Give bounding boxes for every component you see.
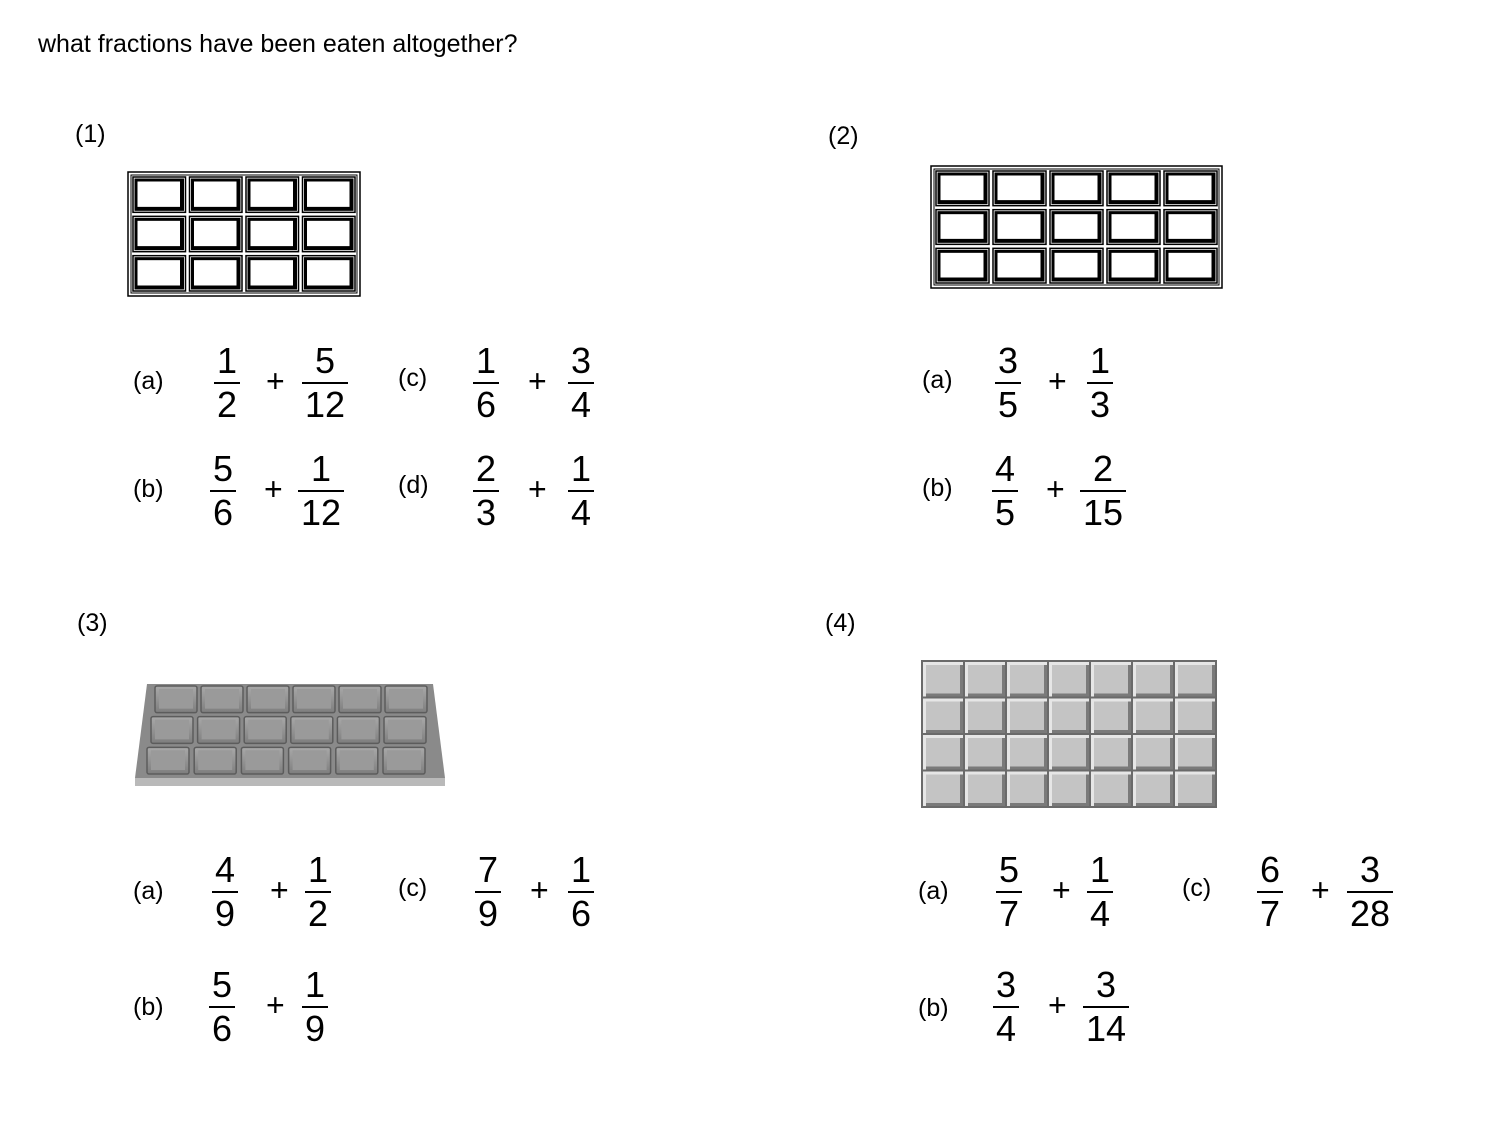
section-1-problem-a-label: (a) xyxy=(133,367,164,395)
fraction-denominator: 9 xyxy=(478,893,499,934)
fraction-numerator: 3 xyxy=(1360,849,1381,890)
fraction-numerator: 4 xyxy=(215,849,236,890)
fraction xyxy=(302,964,328,1049)
fraction xyxy=(992,448,1018,533)
chocolate-square xyxy=(993,248,1046,283)
fraction xyxy=(305,849,331,934)
fraction-numerator: 1 xyxy=(217,340,238,381)
chocolate-square xyxy=(1107,171,1160,206)
chocolate-square xyxy=(303,216,356,251)
chocolate-square xyxy=(1007,735,1047,770)
chocolate-square xyxy=(151,717,193,744)
fraction-denominator: 14 xyxy=(1086,1008,1127,1049)
chocolate-square xyxy=(385,686,427,713)
chocolate-square xyxy=(1133,662,1173,697)
fraction xyxy=(1080,448,1126,533)
fraction-denominator: 5 xyxy=(998,384,1019,425)
chocolate-square xyxy=(247,686,289,713)
chocolate-square xyxy=(246,216,299,251)
chocolate-square xyxy=(246,177,299,212)
fraction-denominator: 4 xyxy=(996,1008,1017,1049)
plus-sign: + xyxy=(1048,363,1067,399)
chocolate-square xyxy=(965,662,1005,697)
fraction-denominator: 6 xyxy=(571,893,592,934)
fraction xyxy=(568,448,594,533)
section-1-problem-d-label: (d) xyxy=(398,471,429,499)
chocolate-square xyxy=(1007,699,1047,734)
fraction-numerator: 6 xyxy=(1260,849,1281,890)
chocolate-square xyxy=(384,717,426,744)
chocolate-bar-3-image xyxy=(133,678,446,790)
fraction-denominator: 3 xyxy=(1090,384,1111,425)
worksheet-heading: what fractions have been eaten altogether? xyxy=(38,30,518,58)
fraction xyxy=(475,849,501,934)
section-2-problem-b-label: (b) xyxy=(922,474,953,502)
fraction xyxy=(473,340,499,425)
chocolate-square xyxy=(936,248,989,283)
fraction-numerator: 3 xyxy=(1096,964,1117,1005)
chocolate-square xyxy=(1007,772,1047,807)
fraction-denominator: 4 xyxy=(1090,893,1111,934)
section-1-label: (1) xyxy=(75,120,106,148)
chocolate-square xyxy=(293,686,335,713)
chocolate-square xyxy=(1164,210,1217,245)
section-4-problem-c-label: (c) xyxy=(1182,874,1212,902)
chocolate-square xyxy=(923,735,963,770)
chocolate-square xyxy=(383,747,425,774)
chocolate-square xyxy=(336,747,378,774)
plus-sign: + xyxy=(528,363,547,399)
fraction-denominator: 6 xyxy=(213,492,234,533)
chocolate-square xyxy=(1050,210,1103,245)
fraction-numerator: 1 xyxy=(311,448,332,489)
chocolate-square xyxy=(133,177,186,212)
chocolate-square xyxy=(923,772,963,807)
chocolate-square xyxy=(244,717,286,744)
fraction-numerator: 1 xyxy=(308,849,329,890)
fraction-denominator: 2 xyxy=(217,384,238,425)
chocolate-square xyxy=(1175,662,1215,697)
plus-sign: + xyxy=(266,987,285,1023)
fraction-numerator: 3 xyxy=(996,964,1017,1005)
chocolate-square xyxy=(1091,662,1131,697)
chocolate-square xyxy=(291,717,333,744)
section-1-problem-b-label: (b) xyxy=(133,475,164,503)
chocolate-square xyxy=(198,717,240,744)
fraction xyxy=(995,340,1021,425)
chocolate-square xyxy=(1049,699,1089,734)
chocolate-square xyxy=(1133,735,1173,770)
section-2-problem-a-label: (a) xyxy=(922,366,953,394)
chocolate-square xyxy=(1007,662,1047,697)
fraction-numerator: 1 xyxy=(1090,340,1111,381)
fraction xyxy=(298,448,344,533)
chocolate-square xyxy=(1164,248,1217,283)
plus-sign: + xyxy=(1052,872,1071,908)
fraction-denominator: 9 xyxy=(215,893,236,934)
chocolate-square xyxy=(303,256,356,291)
fraction-denominator: 6 xyxy=(476,384,497,425)
fraction-numerator: 2 xyxy=(1093,448,1114,489)
fraction xyxy=(212,849,238,934)
chocolate-bar-4-image xyxy=(921,660,1217,808)
fraction-denominator: 4 xyxy=(571,492,592,533)
plus-sign: + xyxy=(530,872,549,908)
fraction-numerator: 5 xyxy=(213,448,234,489)
fraction xyxy=(1257,849,1283,934)
chocolate-square xyxy=(965,772,1005,807)
chocolate-square xyxy=(201,686,243,713)
fraction xyxy=(1347,849,1393,934)
chocolate-square xyxy=(1107,210,1160,245)
chocolate-square xyxy=(936,171,989,206)
chocolate-square xyxy=(246,256,299,291)
plus-sign: + xyxy=(266,363,285,399)
fraction xyxy=(302,340,348,425)
chocolate-square xyxy=(923,699,963,734)
chocolate-square xyxy=(194,747,236,774)
plus-sign: + xyxy=(1046,471,1065,507)
chocolate-square xyxy=(1175,772,1215,807)
chocolate-square xyxy=(147,747,189,774)
fraction-denominator: 6 xyxy=(212,1008,233,1049)
chocolate-square xyxy=(1175,699,1215,734)
fraction-numerator: 1 xyxy=(571,849,592,890)
plus-sign: + xyxy=(264,471,283,507)
chocolate-square xyxy=(190,177,243,212)
fraction-numerator: 5 xyxy=(315,340,336,381)
section-3-problem-b-label: (b) xyxy=(133,993,164,1021)
chocolate-square xyxy=(339,686,381,713)
fraction-denominator: 9 xyxy=(305,1008,326,1049)
fraction-denominator: 12 xyxy=(301,492,342,533)
fraction-denominator: 5 xyxy=(995,492,1016,533)
fraction-denominator: 15 xyxy=(1083,492,1124,533)
plus-sign: + xyxy=(528,471,547,507)
fraction xyxy=(1087,849,1113,934)
chocolate-square xyxy=(1164,171,1217,206)
fraction xyxy=(209,964,235,1049)
fraction-denominator: 7 xyxy=(999,893,1020,934)
chocolate-square xyxy=(337,717,379,744)
chocolate-bar-1-image xyxy=(127,171,361,297)
fraction-denominator: 3 xyxy=(476,492,497,533)
fraction xyxy=(1083,964,1129,1049)
chocolate-square xyxy=(241,747,283,774)
section-3-label: (3) xyxy=(77,609,108,637)
chocolate-square xyxy=(1049,662,1089,697)
fraction-numerator: 2 xyxy=(476,448,497,489)
fraction xyxy=(993,964,1019,1049)
fraction xyxy=(210,448,236,533)
chocolate-square xyxy=(190,256,243,291)
chocolate-square xyxy=(1091,735,1131,770)
fraction-numerator: 4 xyxy=(995,448,1016,489)
fraction xyxy=(996,849,1022,934)
chocolate-square xyxy=(155,686,197,713)
fraction xyxy=(214,340,240,425)
section-3-problem-a-label: (a) xyxy=(133,877,164,905)
chocolate-square xyxy=(1091,772,1131,807)
chocolate-square xyxy=(936,210,989,245)
section-3-problem-c-label: (c) xyxy=(398,874,428,902)
chocolate-square xyxy=(289,747,331,774)
chocolate-square xyxy=(923,662,963,697)
chocolate-square xyxy=(965,735,1005,770)
plus-sign: + xyxy=(270,872,289,908)
chocolate-square xyxy=(1107,248,1160,283)
fraction-numerator: 3 xyxy=(571,340,592,381)
section-4-problem-b-label: (b) xyxy=(918,994,949,1022)
chocolate-square xyxy=(965,699,1005,734)
fraction xyxy=(1087,340,1113,425)
fraction-denominator: 4 xyxy=(571,384,592,425)
fraction xyxy=(568,849,594,934)
fraction-numerator: 1 xyxy=(305,964,326,1005)
chocolate-square xyxy=(993,171,1046,206)
fraction-numerator: 5 xyxy=(999,849,1020,890)
chocolate-square xyxy=(190,216,243,251)
fraction-denominator: 2 xyxy=(308,893,329,934)
chocolate-square xyxy=(1050,171,1103,206)
section-1-problem-c-label: (c) xyxy=(398,364,428,392)
fraction xyxy=(568,340,594,425)
chocolate-square xyxy=(133,256,186,291)
fraction-denominator: 7 xyxy=(1260,893,1281,934)
fraction-numerator: 5 xyxy=(212,964,233,1005)
chocolate-square xyxy=(303,177,356,212)
chocolate-square xyxy=(1133,772,1173,807)
section-4-problem-a-label: (a) xyxy=(918,877,949,905)
chocolate-square xyxy=(1050,248,1103,283)
fraction-numerator: 1 xyxy=(571,448,592,489)
fraction-denominator: 12 xyxy=(305,384,346,425)
chocolate-bar-2-image xyxy=(930,165,1223,289)
chocolate-square xyxy=(1091,699,1131,734)
plus-sign: + xyxy=(1048,987,1067,1023)
section-4-label: (4) xyxy=(825,609,856,637)
chocolate-square xyxy=(133,216,186,251)
chocolate-square xyxy=(993,210,1046,245)
fraction-denominator: 28 xyxy=(1350,893,1391,934)
chocolate-square xyxy=(1175,735,1215,770)
chocolate-square xyxy=(1133,699,1173,734)
fraction xyxy=(473,448,499,533)
fraction-numerator: 1 xyxy=(476,340,497,381)
chocolate-square xyxy=(1049,772,1089,807)
section-2-label: (2) xyxy=(828,122,859,150)
fraction-numerator: 1 xyxy=(1090,849,1111,890)
fraction-numerator: 7 xyxy=(478,849,499,890)
plus-sign: + xyxy=(1311,872,1330,908)
chocolate-square xyxy=(1049,735,1089,770)
fraction-numerator: 3 xyxy=(998,340,1019,381)
